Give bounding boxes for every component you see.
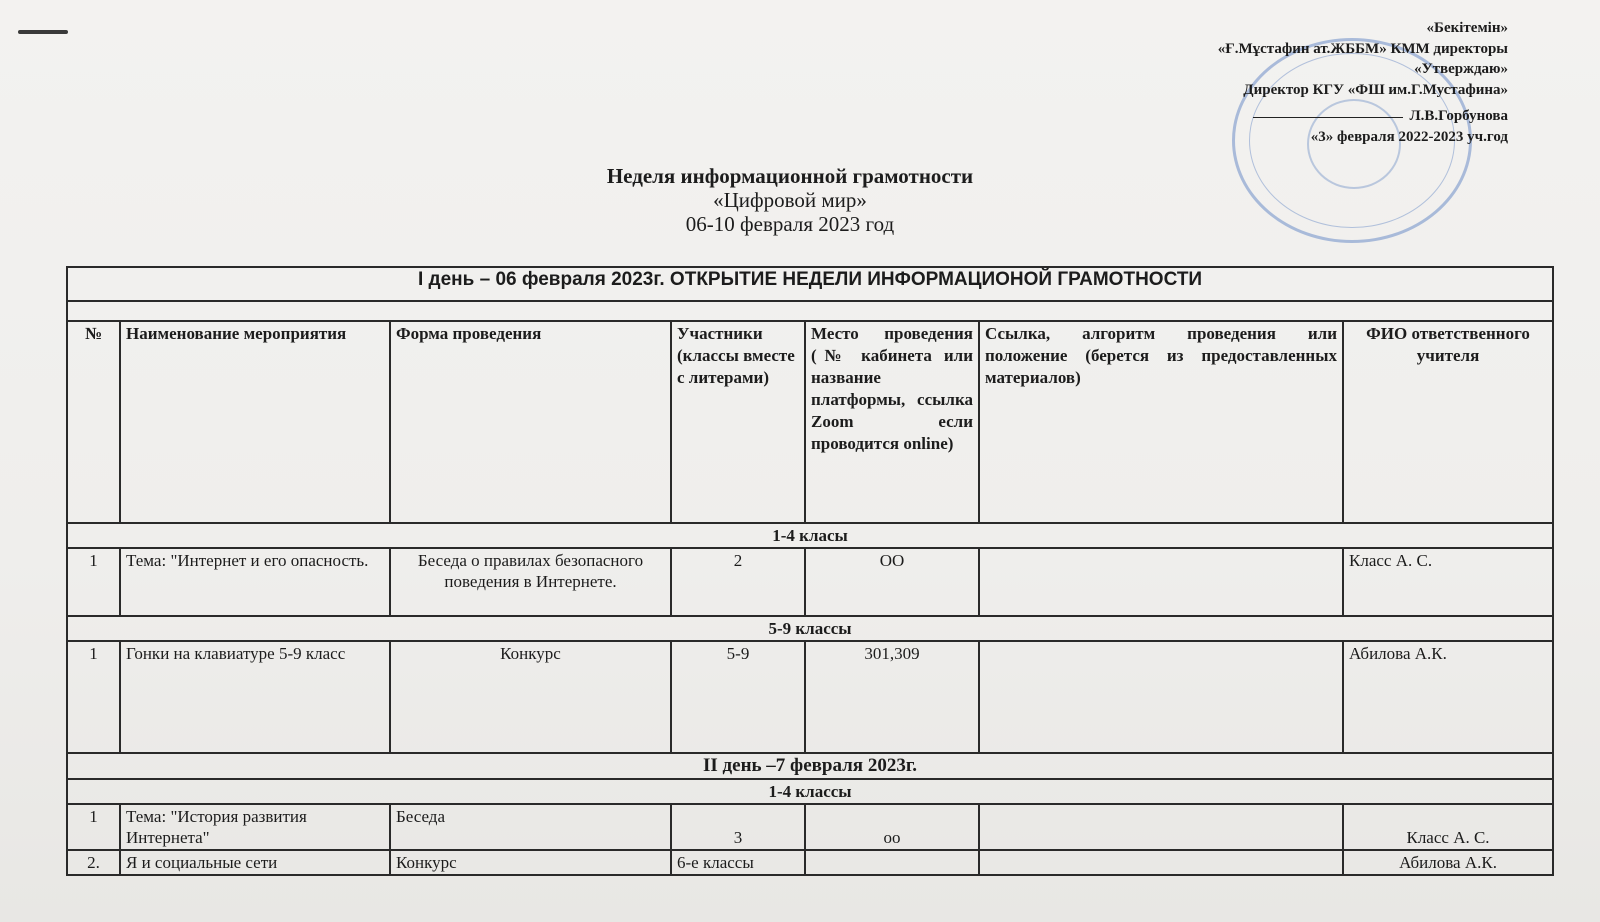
cell-place — [805, 850, 979, 875]
signature-line — [1253, 117, 1403, 118]
scan-mark — [18, 30, 68, 34]
table-row — [67, 548, 1553, 616]
day2-header: II день –7 февраля 2023г. — [67, 753, 1553, 779]
cell-teacher: Класс А. С. — [1343, 548, 1553, 616]
cell-num: 1 — [67, 548, 120, 616]
cell-num: 2. — [67, 850, 120, 875]
cell-form: Конкурс — [390, 850, 671, 875]
cell-name: Я и социальные сети — [120, 850, 390, 875]
col-participants-header: Участники (классы вместе с литерами) — [671, 321, 805, 523]
document-title-block — [440, 164, 1140, 236]
day1-group2-label: 5-9 классы — [67, 616, 1553, 641]
signature-row — [1218, 106, 1508, 127]
column-header-row — [67, 321, 1553, 523]
cell-link — [979, 850, 1343, 875]
cell-num: 1 — [67, 641, 120, 753]
col-teacher-header: ФИО ответственного учителя — [1343, 321, 1553, 523]
spacer-row — [67, 301, 1553, 321]
table-row — [67, 641, 1553, 753]
cell-name: Тема: "История развития Интернета" — [120, 804, 390, 850]
cell-form: Конкурс — [390, 641, 671, 753]
day1-header: I день – 06 февраля 2023г. ОТКРЫТИЕ НЕДЕЛИ ИНФОРМАЦИОНОЙ ГРАМОТНОСТИ — [67, 267, 1553, 301]
cell-participants: 5-9 — [671, 641, 805, 753]
cell-name: Тема: "Интернет и его опасность. — [120, 548, 390, 616]
col-link-header: Ссылка, алгоритм проведения или положение (берется из предоставленных материалов) — [979, 321, 1343, 523]
cell-teacher: Абилова А.К. — [1343, 641, 1553, 753]
approval-ru-position: Директор КГУ «ФШ им.Г.Мустафина» — [1243, 81, 1508, 98]
table-row — [67, 804, 1553, 850]
signatory-name: Л.В.Горбунова — [1409, 108, 1508, 124]
cell-link — [979, 804, 1343, 850]
group-row — [67, 523, 1553, 548]
cell-participants: 6-е классы — [671, 850, 805, 875]
cell-participants: 3 — [671, 804, 805, 850]
approval-block — [1218, 18, 1508, 147]
document-subtitle: «Цифровой мир» — [713, 188, 867, 212]
group-row — [67, 616, 1553, 641]
cell-teacher: Класс А. С. — [1343, 804, 1553, 850]
group-row — [67, 779, 1553, 804]
approval-kz-position: «Ғ.Мұстафин ат.ЖББМ» КММ директоры — [1217, 40, 1508, 57]
cell-place: ОО — [805, 548, 979, 616]
cell-form: Беседа — [390, 804, 671, 850]
cell-teacher: Абилова А.К. — [1343, 850, 1553, 875]
day1-group1-label: 1-4 класы — [67, 523, 1553, 548]
col-place-header: Место проведения (№ кабинета или название платформы, ссылка Zoom если проводится online) — [805, 321, 979, 523]
cell-form: Беседа о правилах безопасного поведения в Интернете. — [390, 548, 671, 616]
col-name-header: Наименование мероприятия — [120, 321, 390, 523]
day2-group1-label: 1-4 классы — [67, 779, 1553, 804]
day-header-row — [67, 267, 1553, 301]
document-dates: 06-10 февраля 2023 год — [685, 212, 895, 236]
col-num-header: № — [67, 321, 120, 523]
approval-kz-label: «Бекітемін» — [1426, 20, 1508, 36]
cell-num: 1 — [67, 804, 120, 850]
cell-link — [979, 641, 1343, 753]
events-table — [66, 266, 1554, 876]
approval-ru-label: «Утверждаю» — [1414, 61, 1508, 77]
col-form-header: Форма проведения — [390, 321, 671, 523]
document-title: Неделя информационной грамотности — [606, 164, 974, 188]
day-header-row — [67, 753, 1553, 779]
cell-participants: 2 — [671, 548, 805, 616]
approval-date: «3» февраля 2022-2023 уч.год — [1310, 128, 1508, 145]
table-row — [67, 850, 1553, 875]
cell-link — [979, 548, 1343, 616]
cell-place: 301,309 — [805, 641, 979, 753]
cell-place: оо — [805, 804, 979, 850]
cell-name: Гонки на клавиатуре 5-9 класс — [120, 641, 390, 753]
